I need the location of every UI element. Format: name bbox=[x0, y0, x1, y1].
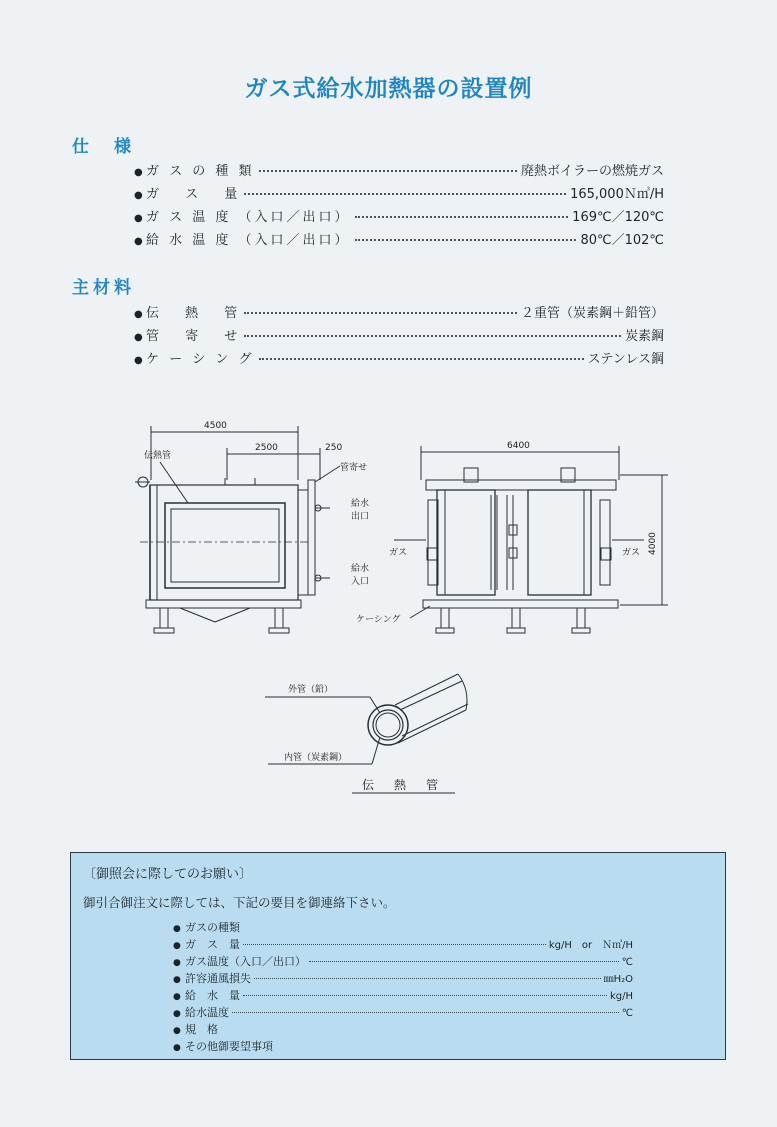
material-label: 管 寄 せ bbox=[146, 329, 241, 344]
dim-2500: 2500 bbox=[255, 443, 278, 453]
leader-dots bbox=[244, 193, 566, 195]
label-water-out-2: 出口 bbox=[351, 512, 370, 522]
inquiry-label: ガ ス 量 bbox=[185, 938, 240, 951]
inquiry-item bbox=[173, 936, 633, 953]
leader-dots bbox=[244, 312, 517, 314]
inquiry-item bbox=[173, 1038, 633, 1055]
bullet-icon: ● bbox=[134, 213, 143, 224]
inquiry-unit: kg/H or Ｎ㎥/H bbox=[548, 940, 633, 951]
inquiry-label: その他御要望事項 bbox=[185, 1040, 273, 1053]
spec-value: 165,000Ｎ㎥/H bbox=[570, 187, 664, 202]
leader-dots bbox=[254, 978, 601, 979]
spec-value: 169℃／120℃ bbox=[572, 210, 664, 225]
bullet-icon: ● bbox=[173, 924, 181, 934]
material-row bbox=[134, 325, 664, 345]
inquiry-item bbox=[173, 1004, 633, 1021]
inquiry-label: 許容通風損失 bbox=[185, 972, 251, 985]
bullet-icon: ● bbox=[173, 992, 181, 1002]
inquiry-title: 〔御照会に際してのお願い〕 bbox=[83, 867, 253, 882]
inquiry-unit: kg/H bbox=[609, 991, 633, 1002]
leader-dots bbox=[355, 239, 577, 241]
spec-row bbox=[134, 183, 664, 203]
label-outer-pipe: 外管（鉛） bbox=[288, 685, 334, 695]
spec-label: ガ ス 量 bbox=[146, 187, 241, 202]
dim-4000: 4000 bbox=[648, 532, 658, 555]
label-casing: ケーシング bbox=[356, 615, 401, 625]
spec-row bbox=[134, 229, 664, 249]
label-gas-left: ガス bbox=[389, 548, 408, 558]
inquiry-item bbox=[173, 1021, 633, 1038]
spec-label: 給 水 温 度 （入口／出口） bbox=[146, 233, 351, 248]
bullet-icon: ● bbox=[173, 1009, 181, 1019]
label-header: 管寄せ bbox=[340, 463, 368, 473]
material-row bbox=[134, 302, 664, 322]
bullet-icon: ● bbox=[134, 190, 143, 201]
dim-250: 250 bbox=[325, 443, 343, 453]
page-title: ガス式給水加熱器の設置例 bbox=[244, 76, 533, 102]
dim-6400: 6400 bbox=[507, 441, 530, 451]
label-gas-right: ガス bbox=[622, 548, 641, 558]
bullet-icon: ● bbox=[134, 309, 143, 320]
inquiry-unit: ℃ bbox=[621, 1008, 633, 1019]
leader-dots bbox=[355, 216, 569, 218]
inquiry-box bbox=[70, 852, 726, 1060]
dim-4500: 4500 bbox=[204, 421, 227, 431]
inquiry-unit: ㎜H₂O bbox=[603, 974, 633, 985]
inquiry-label: 給水温度 bbox=[185, 1006, 229, 1019]
material-label: ケ ー シ ン グ bbox=[146, 352, 255, 367]
inquiry-label: 規 格 bbox=[185, 1023, 218, 1036]
inquiry-item bbox=[173, 970, 633, 987]
spec-value: 80℃／102℃ bbox=[580, 233, 664, 248]
material-value: 炭素鋼 bbox=[624, 329, 664, 344]
inquiry-item bbox=[173, 919, 633, 936]
leader-dots bbox=[309, 961, 619, 962]
label-tube-caption: 伝 熱 管 bbox=[362, 778, 443, 792]
spec-heading: 仕 様 bbox=[72, 137, 135, 157]
inquiry-item bbox=[173, 987, 633, 1004]
inquiry-unit: ℃ bbox=[621, 957, 633, 968]
label-water-out-1: 給水 bbox=[351, 499, 370, 509]
inquiry-label: ガス温度（入口／出口） bbox=[185, 955, 306, 968]
bullet-icon: ● bbox=[173, 941, 181, 951]
label-water-in-2: 入口 bbox=[351, 577, 370, 587]
leader-dots bbox=[243, 944, 546, 945]
bullet-icon: ● bbox=[134, 355, 143, 366]
spec-label: ガ ス 温 度 （入口／出口） bbox=[146, 210, 351, 225]
leader-dots bbox=[259, 358, 584, 360]
label-heat-tube: 伝熱管 bbox=[144, 451, 172, 461]
inquiry-lead: 御引合御注文に際しては、下記の要目を御連絡下さい。 bbox=[83, 895, 396, 910]
bullet-icon: ● bbox=[134, 236, 143, 247]
materials-heading: 主材料 bbox=[72, 278, 135, 298]
bullet-icon: ● bbox=[134, 332, 143, 343]
installation-diagram bbox=[0, 400, 777, 800]
label-inner-pipe: 内管（炭素鋼） bbox=[284, 753, 348, 763]
bullet-icon: ● bbox=[173, 1026, 181, 1036]
bullet-icon: ● bbox=[173, 958, 181, 968]
leader-dots bbox=[244, 335, 621, 337]
label-water-in-1: 給水 bbox=[351, 564, 370, 574]
material-value: ２重管（炭素鋼＋鉛管） bbox=[520, 306, 664, 321]
inquiry-label: ガスの種類 bbox=[185, 921, 240, 934]
spec-label: ガ ス の 種 類 bbox=[146, 164, 255, 179]
material-value: ステンレス鋼 bbox=[587, 352, 664, 367]
spec-row bbox=[134, 160, 664, 180]
inquiry-label: 給 水 量 bbox=[185, 989, 240, 1002]
spec-row bbox=[134, 206, 664, 226]
inquiry-item bbox=[173, 953, 633, 970]
bullet-icon: ● bbox=[173, 1043, 181, 1053]
spec-value: 廃熱ボイラーの燃焼ガス bbox=[520, 164, 664, 179]
leader-dots bbox=[243, 995, 607, 996]
leader-dots bbox=[259, 170, 517, 172]
bullet-icon: ● bbox=[173, 975, 181, 985]
leader-dots bbox=[232, 1012, 619, 1013]
material-row bbox=[134, 348, 664, 368]
bullet-icon: ● bbox=[134, 167, 143, 178]
material-label: 伝 熱 管 bbox=[146, 306, 241, 321]
